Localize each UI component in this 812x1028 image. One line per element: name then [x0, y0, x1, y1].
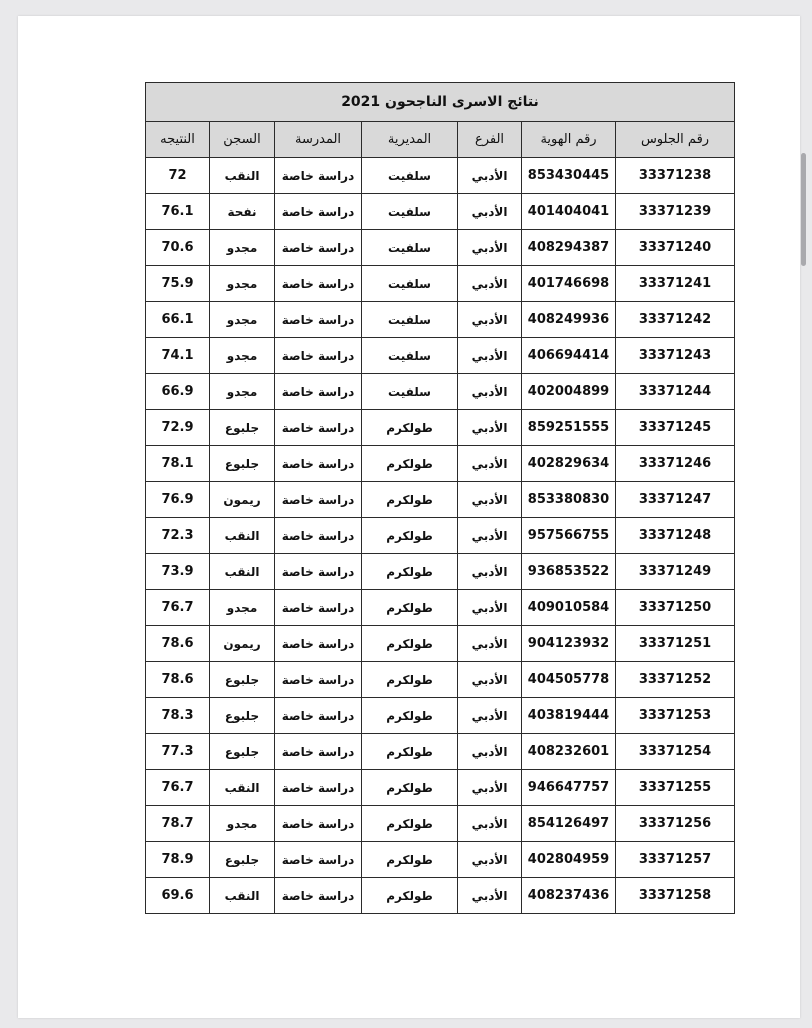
id-number-cell: 957566755	[522, 518, 616, 554]
id-number-cell: 408294387	[522, 230, 616, 266]
result-cell: 72.3	[146, 518, 210, 554]
table-row	[146, 770, 735, 806]
result-cell: 78.7	[146, 806, 210, 842]
prison-cell: جلبوع	[210, 842, 275, 878]
result-cell: 78.6	[146, 626, 210, 662]
table-row	[146, 662, 735, 698]
seat-number-cell: 33371257	[616, 842, 735, 878]
table-row	[146, 842, 735, 878]
directorate-cell: طولكرم	[362, 662, 458, 698]
branch-cell: الأدبي	[458, 842, 522, 878]
seat-number-cell: 33371250	[616, 590, 735, 626]
table-row	[146, 338, 735, 374]
school-cell: دراسة خاصة	[275, 230, 362, 266]
branch-cell: الأدبي	[458, 374, 522, 410]
id-number-cell: 409010584	[522, 590, 616, 626]
branch-cell: الأدبي	[458, 338, 522, 374]
directorate-cell: طولكرم	[362, 842, 458, 878]
id-number-cell: 403819444	[522, 698, 616, 734]
prison-cell: جلبوع	[210, 698, 275, 734]
result-cell: 66.1	[146, 302, 210, 338]
branch-cell: الأدبي	[458, 302, 522, 338]
table-row	[146, 590, 735, 626]
table-row	[146, 230, 735, 266]
header-branch: الفرع	[458, 122, 522, 158]
table-row	[146, 518, 735, 554]
seat-number-cell: 33371246	[616, 446, 735, 482]
prison-cell: مجدو	[210, 302, 275, 338]
school-cell: دراسة خاصة	[275, 194, 362, 230]
result-cell: 72.9	[146, 410, 210, 446]
branch-cell: الأدبي	[458, 590, 522, 626]
school-cell: دراسة خاصة	[275, 302, 362, 338]
result-cell: 77.3	[146, 734, 210, 770]
result-cell: 78.6	[146, 662, 210, 698]
branch-cell: الأدبي	[458, 554, 522, 590]
header-directorate: المديرية	[362, 122, 458, 158]
header-result: النتيجه	[146, 122, 210, 158]
seat-number-cell: 33371240	[616, 230, 735, 266]
prison-cell: النقب	[210, 158, 275, 194]
branch-cell: الأدبي	[458, 662, 522, 698]
id-number-cell: 854126497	[522, 806, 616, 842]
branch-cell: الأدبي	[458, 482, 522, 518]
prison-cell: مجدو	[210, 266, 275, 302]
table-row	[146, 698, 735, 734]
branch-cell: الأدبي	[458, 230, 522, 266]
table-row	[146, 482, 735, 518]
directorate-cell: طولكرم	[362, 518, 458, 554]
id-number-cell: 406694414	[522, 338, 616, 374]
directorate-cell: سلفيت	[362, 338, 458, 374]
id-number-cell: 404505778	[522, 662, 616, 698]
seat-number-cell: 33371258	[616, 878, 735, 914]
id-number-cell: 408237436	[522, 878, 616, 914]
school-cell: دراسة خاصة	[275, 446, 362, 482]
prison-cell: جلبوع	[210, 446, 275, 482]
prison-cell: مجدو	[210, 374, 275, 410]
table-row	[146, 626, 735, 662]
id-number-cell: 904123932	[522, 626, 616, 662]
directorate-cell: طولكرم	[362, 482, 458, 518]
table-row	[146, 266, 735, 302]
vertical-scrollbar[interactable]	[801, 153, 806, 266]
directorate-cell: طولكرم	[362, 770, 458, 806]
school-cell: دراسة خاصة	[275, 770, 362, 806]
school-cell: دراسة خاصة	[275, 374, 362, 410]
results-table	[145, 82, 735, 914]
school-cell: دراسة خاصة	[275, 482, 362, 518]
table-title: نتائج الاسرى الناجحون 2021	[146, 83, 735, 122]
id-number-cell: 408232601	[522, 734, 616, 770]
directorate-cell: طولكرم	[362, 806, 458, 842]
id-number-cell: 936853522	[522, 554, 616, 590]
school-cell: دراسة خاصة	[275, 662, 362, 698]
branch-cell: الأدبي	[458, 770, 522, 806]
directorate-cell: سلفيت	[362, 374, 458, 410]
result-cell: 75.9	[146, 266, 210, 302]
school-cell: دراسة خاصة	[275, 806, 362, 842]
branch-cell: الأدبي	[458, 194, 522, 230]
directorate-cell: طولكرم	[362, 554, 458, 590]
id-number-cell: 401404041	[522, 194, 616, 230]
school-cell: دراسة خاصة	[275, 698, 362, 734]
result-cell: 78.9	[146, 842, 210, 878]
id-number-cell: 401746698	[522, 266, 616, 302]
table-row	[146, 194, 735, 230]
branch-cell: الأدبي	[458, 158, 522, 194]
result-cell: 72	[146, 158, 210, 194]
header-seat-number: رقم الجلوس	[616, 122, 735, 158]
directorate-cell: طولكرم	[362, 734, 458, 770]
school-cell: دراسة خاصة	[275, 266, 362, 302]
school-cell: دراسة خاصة	[275, 626, 362, 662]
branch-cell: الأدبي	[458, 410, 522, 446]
school-cell: دراسة خاصة	[275, 734, 362, 770]
prison-cell: النقب	[210, 770, 275, 806]
seat-number-cell: 33371247	[616, 482, 735, 518]
table-row	[146, 878, 735, 914]
result-cell: 76.7	[146, 770, 210, 806]
result-cell: 70.6	[146, 230, 210, 266]
table-row	[146, 554, 735, 590]
directorate-cell: طولكرم	[362, 878, 458, 914]
school-cell: دراسة خاصة	[275, 554, 362, 590]
table-row	[146, 446, 735, 482]
table-row	[146, 734, 735, 770]
seat-number-cell: 33371245	[616, 410, 735, 446]
school-cell: دراسة خاصة	[275, 842, 362, 878]
result-cell: 78.1	[146, 446, 210, 482]
id-number-cell: 946647757	[522, 770, 616, 806]
header-school: المدرسة	[275, 122, 362, 158]
id-number-cell: 853380830	[522, 482, 616, 518]
prison-cell: مجدو	[210, 590, 275, 626]
branch-cell: الأدبي	[458, 266, 522, 302]
prison-cell: النقب	[210, 518, 275, 554]
prison-cell: النقب	[210, 554, 275, 590]
header-id-number: رقم الهوية	[522, 122, 616, 158]
result-cell: 66.9	[146, 374, 210, 410]
school-cell: دراسة خاصة	[275, 158, 362, 194]
seat-number-cell: 33371239	[616, 194, 735, 230]
directorate-cell: سلفيت	[362, 158, 458, 194]
branch-cell: الأدبي	[458, 626, 522, 662]
table-row	[146, 158, 735, 194]
directorate-cell: طولكرم	[362, 446, 458, 482]
prison-cell: ريمون	[210, 482, 275, 518]
seat-number-cell: 33371242	[616, 302, 735, 338]
result-cell: 78.3	[146, 698, 210, 734]
branch-cell: الأدبي	[458, 734, 522, 770]
prison-cell: جلبوع	[210, 734, 275, 770]
seat-number-cell: 33371241	[616, 266, 735, 302]
result-cell: 69.6	[146, 878, 210, 914]
prison-cell: النقب	[210, 878, 275, 914]
school-cell: دراسة خاصة	[275, 878, 362, 914]
directorate-cell: طولكرم	[362, 698, 458, 734]
seat-number-cell: 33371249	[616, 554, 735, 590]
result-cell: 76.9	[146, 482, 210, 518]
prison-cell: مجدو	[210, 806, 275, 842]
branch-cell: الأدبي	[458, 878, 522, 914]
school-cell: دراسة خاصة	[275, 518, 362, 554]
seat-number-cell: 33371251	[616, 626, 735, 662]
directorate-cell: سلفيت	[362, 230, 458, 266]
header-prison: السجن	[210, 122, 275, 158]
result-cell: 76.1	[146, 194, 210, 230]
prison-cell: ريمون	[210, 626, 275, 662]
result-cell: 74.1	[146, 338, 210, 374]
prison-cell: جلبوع	[210, 662, 275, 698]
id-number-cell: 402804959	[522, 842, 616, 878]
prison-cell: نفحة	[210, 194, 275, 230]
school-cell: دراسة خاصة	[275, 590, 362, 626]
branch-cell: الأدبي	[458, 518, 522, 554]
prison-cell: جلبوع	[210, 410, 275, 446]
branch-cell: الأدبي	[458, 446, 522, 482]
seat-number-cell: 33371243	[616, 338, 735, 374]
id-number-cell: 402829634	[522, 446, 616, 482]
seat-number-cell: 33371244	[616, 374, 735, 410]
seat-number-cell: 33371254	[616, 734, 735, 770]
table-row	[146, 806, 735, 842]
table-row	[146, 302, 735, 338]
id-number-cell: 408249936	[522, 302, 616, 338]
directorate-cell: طولكرم	[362, 626, 458, 662]
result-cell: 73.9	[146, 554, 210, 590]
directorate-cell: سلفيت	[362, 302, 458, 338]
id-number-cell: 853430445	[522, 158, 616, 194]
prison-cell: مجدو	[210, 230, 275, 266]
table-row	[146, 374, 735, 410]
seat-number-cell: 33371248	[616, 518, 735, 554]
directorate-cell: طولكرم	[362, 410, 458, 446]
directorate-cell: سلفيت	[362, 194, 458, 230]
result-cell: 76.7	[146, 590, 210, 626]
prison-cell: مجدو	[210, 338, 275, 374]
seat-number-cell: 33371252	[616, 662, 735, 698]
id-number-cell: 402004899	[522, 374, 616, 410]
seat-number-cell: 33371255	[616, 770, 735, 806]
directorate-cell: طولكرم	[362, 590, 458, 626]
school-cell: دراسة خاصة	[275, 338, 362, 374]
seat-number-cell: 33371253	[616, 698, 735, 734]
seat-number-cell: 33371256	[616, 806, 735, 842]
school-cell: دراسة خاصة	[275, 410, 362, 446]
branch-cell: الأدبي	[458, 698, 522, 734]
directorate-cell: سلفيت	[362, 266, 458, 302]
table-row	[146, 410, 735, 446]
id-number-cell: 859251555	[522, 410, 616, 446]
seat-number-cell: 33371238	[616, 158, 735, 194]
branch-cell: الأدبي	[458, 806, 522, 842]
